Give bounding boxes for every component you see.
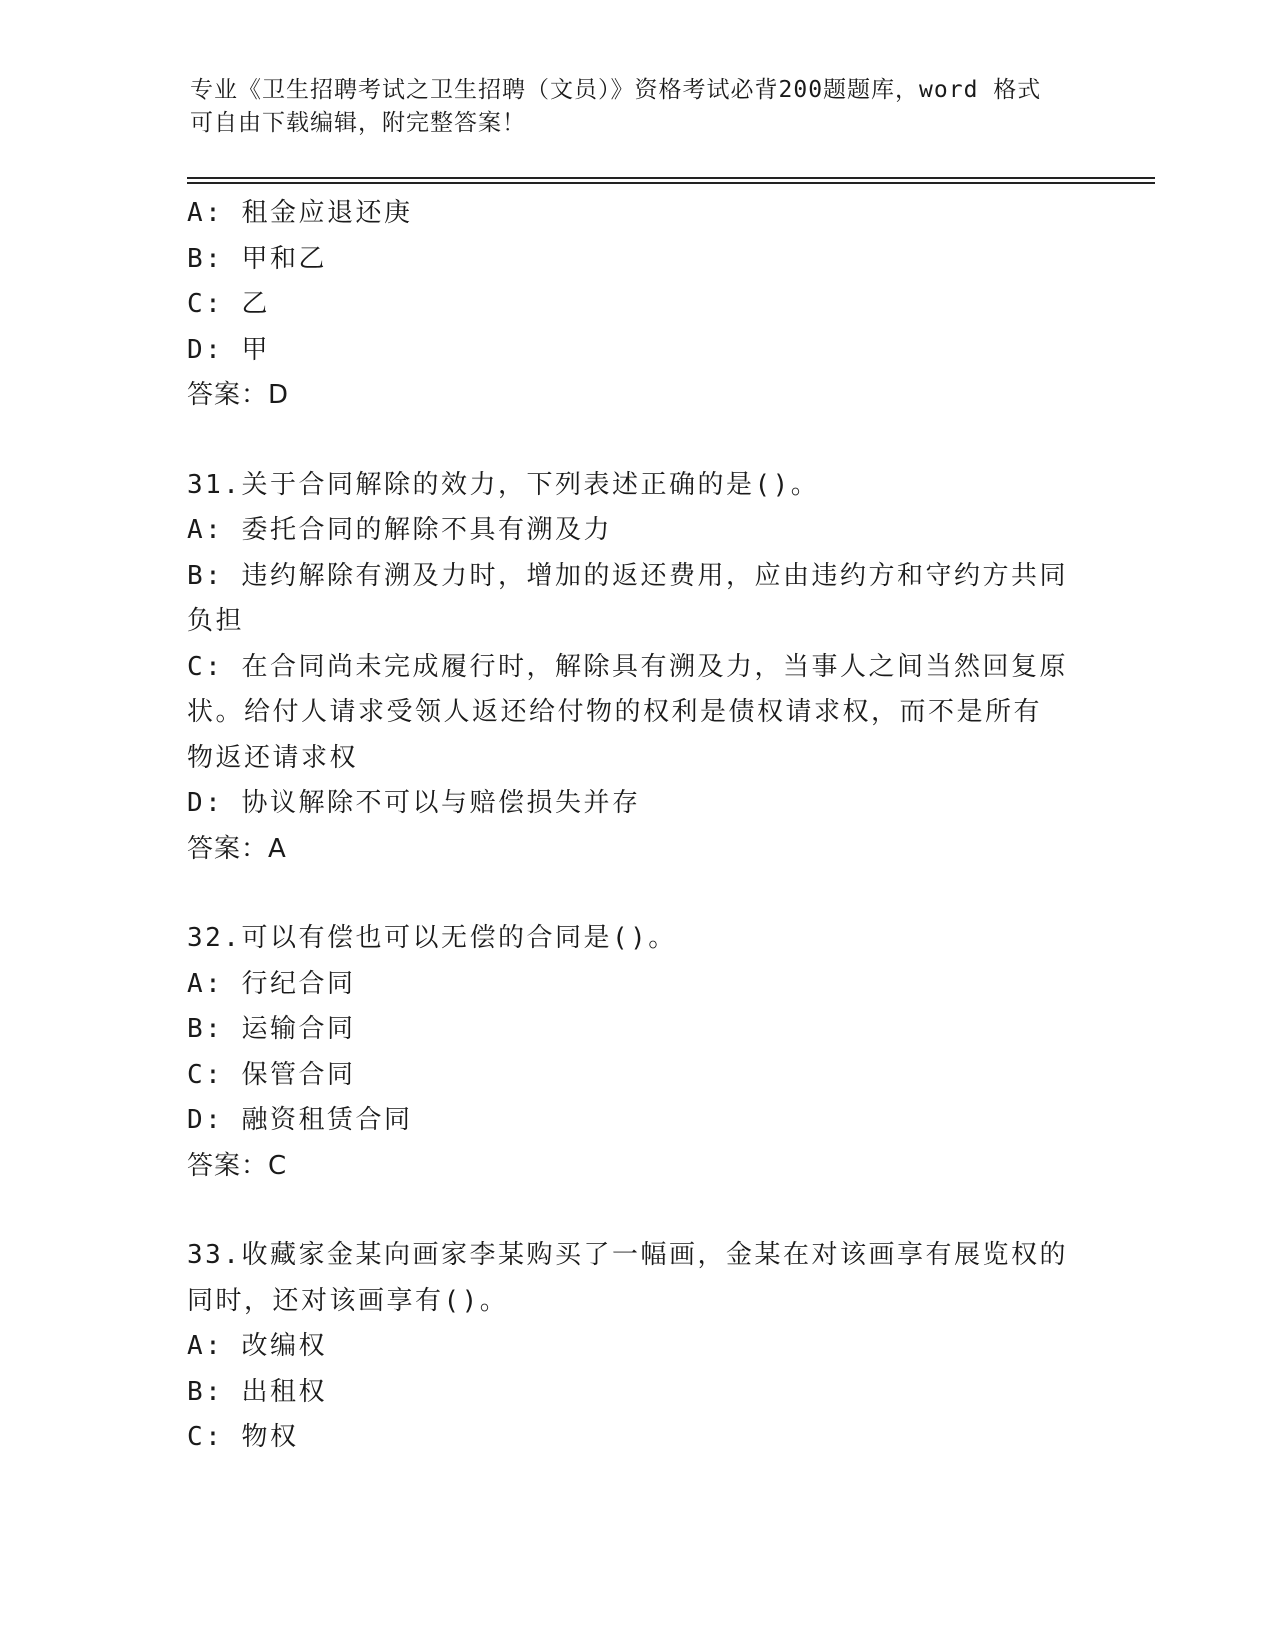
option-c: C: 物权 xyxy=(187,1422,299,1452)
option-a: A: 改编权 xyxy=(187,1331,327,1361)
question-text-line-1: 33.收藏家金某向画家李某购买了一幅画，金某在对该画享有展览权的 xyxy=(187,1240,1068,1270)
header-title-line-2: 可自由下载编辑，附完整答案！ xyxy=(190,110,526,136)
spacer xyxy=(187,419,1087,463)
question-30-block xyxy=(187,191,1087,419)
spacer xyxy=(187,872,1087,916)
question-text: 31.关于合同解除的效力，下列表述正确的是()。 xyxy=(187,469,820,500)
header-divider-top xyxy=(187,177,1155,179)
option-c-line-3: 物返还请求权 xyxy=(187,742,359,773)
option-b: B: 甲和乙 xyxy=(187,243,327,274)
question-text-line-2: 同时，还对该画享有()。 xyxy=(187,1285,509,1316)
option-b: B: 运输合同 xyxy=(187,1014,356,1044)
document-header xyxy=(190,74,1090,140)
answer-line: 答案：D xyxy=(187,380,290,410)
answer-line: 答案：A xyxy=(187,833,287,864)
question-31-block xyxy=(187,463,1087,873)
question-32-block xyxy=(187,916,1087,1189)
option-b-line-2: 负担 xyxy=(187,606,245,636)
option-c-line-2: 状。给付人请求受领人返还给付物的权利是债权请求权，而不是所有 xyxy=(187,697,1043,727)
answer-line: 答案：C xyxy=(187,1150,288,1181)
option-a: A: 委托合同的解除不具有溯及力 xyxy=(187,515,612,545)
header-title-line-1: 专业《卫生招聘考试之卫生招聘（文员）》资格考试必背200题题库，word 格式 xyxy=(190,77,1042,103)
option-c: C: 乙 xyxy=(187,289,270,319)
question-text: 32.可以有偿也可以无偿的合同是()。 xyxy=(187,923,677,953)
spacer xyxy=(187,1189,1087,1233)
option-d: D: 甲 xyxy=(187,334,270,365)
option-c: C: 保管合同 xyxy=(187,1059,356,1090)
header-divider-bottom xyxy=(187,182,1155,184)
option-b-line-1: B: 违约解除有溯及力时，增加的返还费用，应由违约方和守约方共同 xyxy=(187,560,1068,591)
option-a: A: 行纪合同 xyxy=(187,968,356,999)
question-list xyxy=(187,191,1087,1461)
option-d: D: 融资租赁合同 xyxy=(187,1105,413,1135)
question-33-block xyxy=(187,1233,1087,1461)
option-a: A: 租金应退还庚 xyxy=(187,198,413,228)
option-b: B: 出租权 xyxy=(187,1376,327,1407)
option-d: D: 协议解除不可以与赔偿损失并存 xyxy=(187,788,641,818)
option-c-line-1: C: 在合同尚未完成履行时，解除具有溯及力，当事人之间当然回复原 xyxy=(187,651,1068,682)
